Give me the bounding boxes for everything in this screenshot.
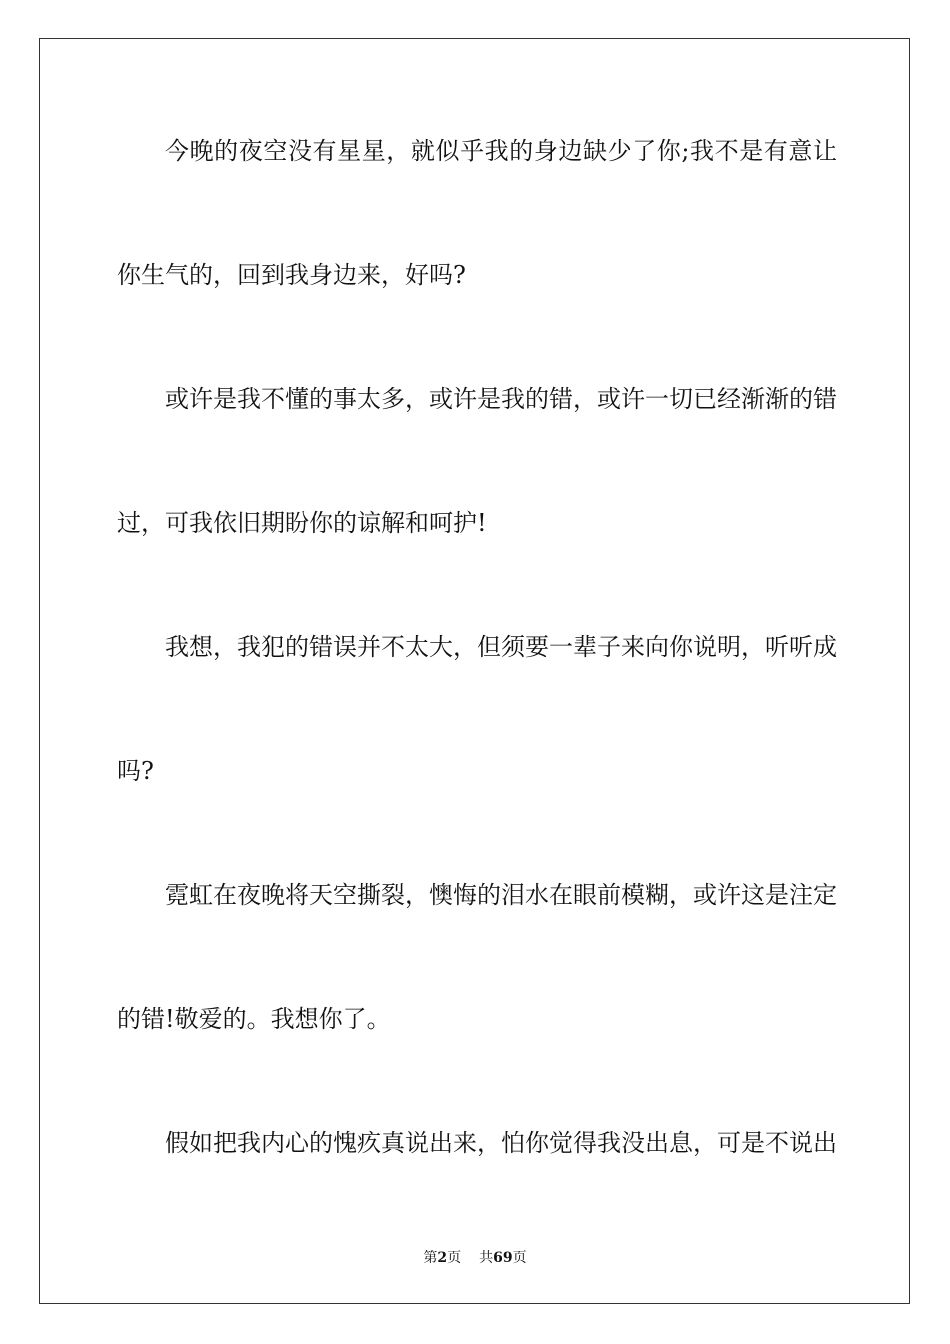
page-frame xyxy=(39,38,910,1304)
total-prefix: 共 xyxy=(479,1250,494,1266)
paragraph-3-line-2: 吗? xyxy=(117,757,154,785)
page-prefix: 第 xyxy=(423,1250,438,1266)
total-suffix: 页 xyxy=(512,1250,527,1266)
paragraph-1-line-1: 今晚的夜空没有星星，就似乎我的身边缺少了你;我不是有意让 xyxy=(165,137,837,165)
paragraph-1-line-2: 你生气的，回到我身边来，好吗? xyxy=(117,261,466,289)
paragraph-3-line-1: 我想，我犯的错误并不太大，但须要一辈子来向你说明，听听成 xyxy=(165,633,837,661)
page-current: 2 xyxy=(437,1250,448,1266)
paragraph-4-line-1: 霓虹在夜晚将天空撕裂，懊悔的泪水在眼前模糊，或许这是注定 xyxy=(165,881,837,909)
page-suffix: 页 xyxy=(447,1250,462,1266)
paragraph-2-line-2: 过，可我依旧期盼你的谅解和呵护! xyxy=(117,509,487,537)
paragraph-5-line-1: 假如把我内心的愧疚真说出来，怕你觉得我没出息，可是不说出 xyxy=(165,1129,837,1157)
paragraph-2-line-1: 或许是我不懂的事太多，或许是我的错，或许一切已经渐渐的错 xyxy=(165,385,837,413)
paragraph-4-line-2: 的错!敬爱的。我想你了。 xyxy=(117,1005,391,1033)
page-total: 69 xyxy=(493,1250,513,1266)
page-footer xyxy=(0,1247,950,1267)
